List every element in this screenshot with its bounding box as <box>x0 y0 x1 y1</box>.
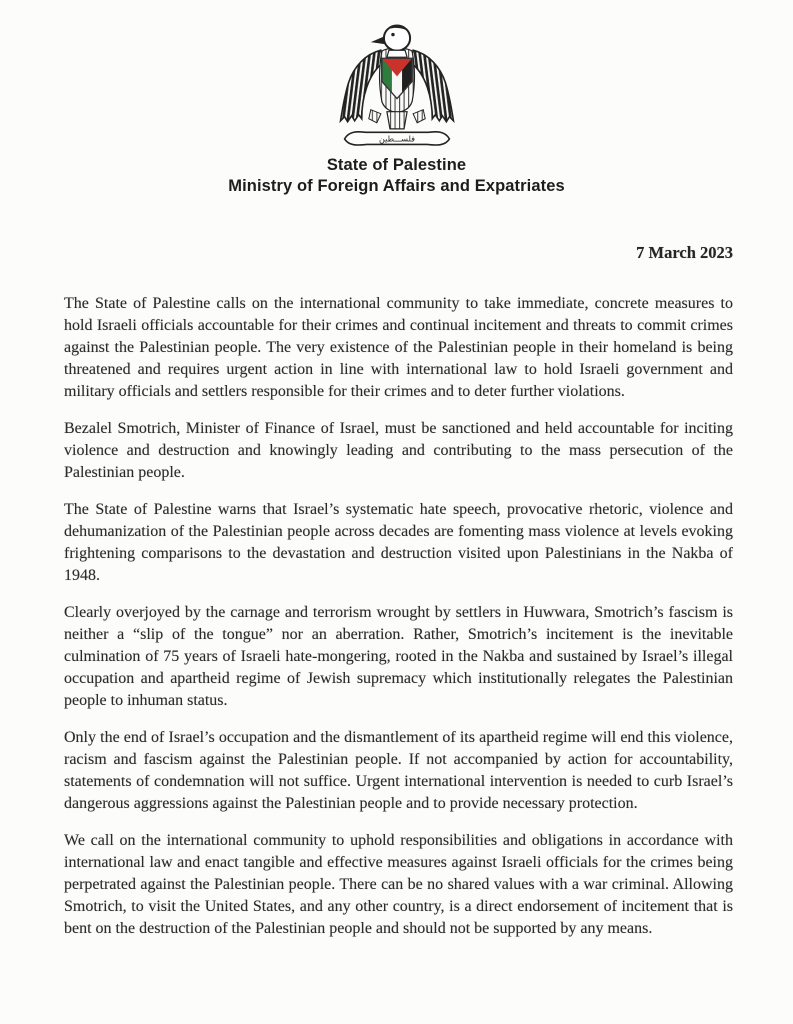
palestine-coat-of-arms-icon <box>323 23 471 150</box>
paragraph-2: Bezalel Smotrich, Minister of Finance of Israel, must be sanctioned and held accountable for inciting violence and destruction and knowingly leading and contributing to the mass persecution of the Palestinian people. <box>64 420 733 481</box>
org-name-line1: State of Palestine <box>326 156 467 174</box>
paragraph-6: We call on the international community to uphold responsibilities and obligations in accordance with international law and enact tangible and effective measures against Israeli officials for the crimes being perpetrated against the Palestinian people. There can be no shared values with a war criminal. Allowing Smotrich, to visit the United States, and any other country, is a direct endorsement of incitement that is bent on the destruction of the Palestinian people and should not be supported by any means. <box>64 832 733 937</box>
document-date: 7 March 2023 <box>636 243 733 262</box>
banner-arabic-text: فلســـطين <box>378 134 415 144</box>
paragraph-3: The State of Palestine warns that Israel’s systematic hate speech, provocative rhetoric, violence and dehumanization of the Palestinian people across decades are fomenting mass violence at levels evoking frightening comparisons to the devastation and destruction visited upon Palestinians in the Nakba of 1948. <box>64 501 733 584</box>
paragraph-4: Clearly overjoyed by the carnage and terrorism wrought by settlers in Huwwara, Smotrich’s fascism is neither a “slip of the tongue” nor an aberration. Rather, Smotrich’s incitement is the inevitable culmination of 75 years of Israeli hate-mongering, rooted in the Nakba and sustained by Israel’s illegal occupation and apartheid regime of Jewish supremacy which institutionally relegates the Palestinian people to inhuman status. <box>64 604 733 709</box>
paragraph-1: The State of Palestine calls on the international community to take immediate, concrete measures to hold Israeli officials accountable for their crimes and continual incitement and threats to commit crimes against the Palestinian people. The very existence of the Palestinian people in their homeland is being threatened and requires urgent action in line with international law to hold Israeli government and military officials and settlers responsible for their crimes and to deter further violations. <box>64 295 733 400</box>
paragraph-5: Only the end of Israel’s occupation and the dismantlement of its apartheid regime will end this violence, racism and fascism against the Palestinian people. If not accompanied by action for accountability, statements of condemnation will not suffice. Urgent international intervention is needed to curb Israel’s dangerous aggressions against the Palestinian people and to provide necessary protection. <box>64 729 733 812</box>
banner-scroll <box>344 132 449 145</box>
logo-container <box>0 0 793 155</box>
eagle-tail <box>386 112 406 129</box>
eagle-right-wing <box>410 50 453 122</box>
eagle-left-wing <box>340 50 383 122</box>
org-name-line2: Ministry of Foreign Affairs and Expatriates <box>228 177 565 195</box>
letter-body <box>64 293 733 940</box>
